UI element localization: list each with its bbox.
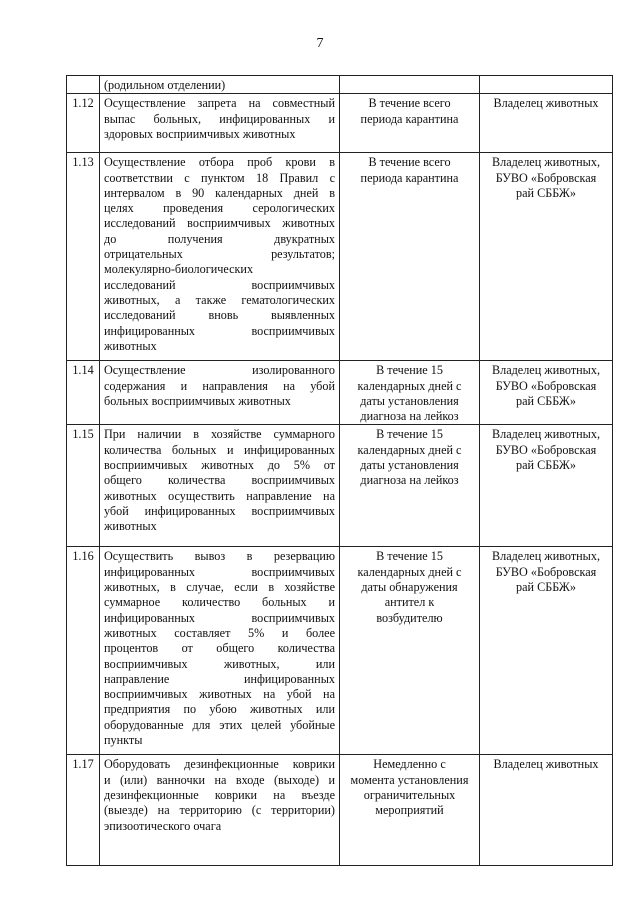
action-cell-line: больных восприимчивых животных	[104, 393, 291, 408]
term-cell-line: даты установления	[360, 393, 459, 408]
term-cell-line: календарных дней с	[357, 378, 462, 393]
measures-table-body	[67, 76, 613, 866]
action-cell-line: восприимчивых животных до 5% от	[104, 458, 335, 473]
action-cell-line: восприимчивых животных, или	[104, 656, 335, 671]
action-cell-line: эпизоотического очага	[104, 818, 222, 833]
table-row	[67, 76, 613, 94]
action-cell-line: (родильном отделении)	[104, 78, 226, 92]
action-cell-line: предприятия по убою животных или	[104, 702, 335, 717]
term-cell-line: ограничительных	[363, 788, 456, 803]
action-cell-line: суммарное количество больных и	[104, 595, 335, 610]
responsible-cell	[480, 425, 613, 547]
responsible-cell	[480, 153, 613, 361]
action-cell	[100, 755, 340, 866]
term-cell-line: даты обнаружения	[361, 580, 458, 595]
action-cell-line: отрицательных результатов;	[104, 247, 335, 262]
responsible-cell-line: рай СББЖ»	[516, 393, 576, 408]
action-cell-line: животных	[104, 519, 157, 534]
page-number: 7	[316, 36, 324, 51]
action-cell-line: целях проведения серологических	[104, 201, 335, 216]
action-cell-line: восприимчивых животных на убой на	[104, 687, 335, 702]
term-cell	[340, 76, 480, 94]
responsible-cell	[480, 76, 613, 94]
action-cell-line: оборудованные для этих целей убойные	[104, 717, 335, 732]
action-cell	[100, 153, 340, 361]
term-cell-line: В течение всего	[368, 96, 451, 111]
responsible-cell-line: Владелец животных,	[491, 155, 600, 170]
table-row	[67, 153, 613, 361]
action-cell-line: количества больных и инфицированных	[104, 442, 335, 457]
responsible-cell-line: БУВО «Бобровская	[495, 170, 597, 185]
term-cell-line: диагноза на лейкоз	[360, 473, 459, 488]
action-cell-line: соответствии с пунктом 18 Правил с	[104, 170, 335, 185]
action-cell	[100, 94, 340, 153]
term-cell	[340, 547, 480, 755]
action-cell	[100, 361, 340, 425]
responsible-cell-line: БУВО «Бобровская	[495, 564, 597, 579]
term-cell	[340, 425, 480, 547]
action-cell-line: животных осуществить направление на	[104, 488, 335, 503]
action-cell-line: общего количества восприимчивых	[104, 473, 335, 488]
responsible-cell-line: Владелец животных,	[491, 363, 600, 378]
action-cell-line: Осуществление запрета на совместный	[104, 96, 335, 111]
responsible-cell-line: Владелец животных,	[491, 427, 600, 442]
table-row	[67, 94, 613, 153]
responsible-cell-line: рай СББЖ»	[516, 185, 576, 200]
action-cell-line: животных	[104, 338, 157, 353]
term-cell-line: периода карантина	[360, 111, 459, 126]
responsible-cell-line: БУВО «Бобровская	[495, 442, 597, 457]
action-cell-line: инфицированных восприимчивых	[104, 564, 335, 579]
term-cell	[340, 755, 480, 866]
action-cell-line: (выезде) на территорию (с территории)	[104, 803, 335, 818]
term-cell-line: даты установления	[360, 458, 459, 473]
action-cell-line: содержания и направления на убой	[104, 378, 335, 393]
responsible-cell-line: рай СББЖ»	[516, 458, 576, 473]
row-number: 1.17	[67, 755, 100, 866]
action-cell-line: здоровых восприимчивых животных	[104, 126, 296, 141]
action-cell-line: животных составляет 5% и более	[104, 625, 335, 640]
row-number: 1.12	[67, 94, 100, 153]
responsible-cell	[480, 755, 613, 866]
row-number	[67, 76, 100, 94]
term-cell	[340, 153, 480, 361]
action-cell-line: исследований восприимчивых	[104, 277, 335, 292]
term-cell-line: В течение 15	[376, 549, 443, 564]
action-cell-line: убой инфицированных восприимчивых	[104, 503, 335, 518]
row-number: 1.15	[67, 425, 100, 547]
action-cell-line: Осуществление отбора проб крови в	[104, 155, 335, 170]
action-cell-line: и (или) ванночки на входе (выходе) и	[104, 772, 335, 787]
measures-table	[66, 75, 613, 866]
term-cell	[340, 361, 480, 425]
action-cell	[100, 425, 340, 547]
term-cell-line: В течение всего	[368, 155, 451, 170]
action-cell-line: выпас больных, инфицированных и	[104, 111, 335, 126]
action-cell-line: инфицированных восприимчивых	[104, 610, 335, 625]
term-cell-line: В течение 15	[376, 427, 443, 442]
term-cell-line: мероприятий	[375, 803, 444, 818]
responsible-cell	[480, 361, 613, 425]
action-cell-line: При наличии в хозяйстве суммарного	[104, 427, 335, 442]
action-cell-line: направление инфицированных	[104, 671, 335, 686]
table-row	[67, 425, 613, 547]
action-cell-line: процентов от общего количества	[104, 641, 335, 656]
action-cell-line: до получения двукратных	[104, 231, 335, 246]
row-number: 1.16	[67, 547, 100, 755]
term-cell-line: В течение 15	[376, 363, 443, 378]
table-row	[67, 547, 613, 755]
action-cell-line: молекулярно-биологических	[104, 262, 254, 277]
responsible-cell	[480, 547, 613, 755]
action-cell-line: животных, а также гематологических	[104, 292, 335, 307]
action-cell	[100, 547, 340, 755]
term-cell-line: момента установления	[350, 772, 469, 787]
term-cell-line: возбудителю	[376, 610, 443, 625]
action-cell-line: пункты	[104, 733, 143, 748]
table-row	[67, 755, 613, 866]
responsible-cell-line: рай СББЖ»	[516, 580, 576, 595]
responsible-cell-line: Владелец животных,	[491, 549, 600, 564]
action-cell-line: Осуществление изолированного	[104, 363, 335, 378]
table-row	[67, 361, 613, 425]
responsible-cell	[480, 94, 613, 153]
term-cell-line: диагноза на лейкоз	[360, 409, 459, 424]
action-cell-line: Осуществить вывоз в резервацию	[104, 549, 335, 564]
action-cell-line: исследований вновь выявленных	[104, 308, 335, 323]
row-number: 1.13	[67, 153, 100, 361]
responsible-cell-line: БУВО «Бобровская	[495, 378, 597, 393]
responsible-cell-line: Владелец животных	[493, 96, 599, 111]
action-cell-line: исследований восприимчивых животных	[104, 216, 335, 231]
row-number: 1.14	[67, 361, 100, 425]
action-cell-line: инфицированных восприимчивых	[104, 323, 335, 338]
term-cell-line: календарных дней с	[357, 442, 462, 457]
term-cell	[340, 94, 480, 153]
term-cell-line: периода карантина	[360, 170, 459, 185]
responsible-cell-line: Владелец животных	[493, 757, 599, 772]
term-cell-line: календарных дней с	[357, 564, 462, 579]
term-cell-line: Немедленно с	[373, 757, 446, 772]
action-cell-line: Оборудовать дезинфекционные коврики	[104, 757, 335, 772]
term-cell-line: антител к	[384, 595, 435, 610]
action-cell-line: дезинфекционные коврики на въезде	[104, 788, 335, 803]
action-cell-line: животных, в случае, если в хозяйстве	[104, 580, 335, 595]
action-cell	[100, 76, 340, 94]
action-cell-line: интервалом в 90 календарных дней в	[104, 185, 335, 200]
